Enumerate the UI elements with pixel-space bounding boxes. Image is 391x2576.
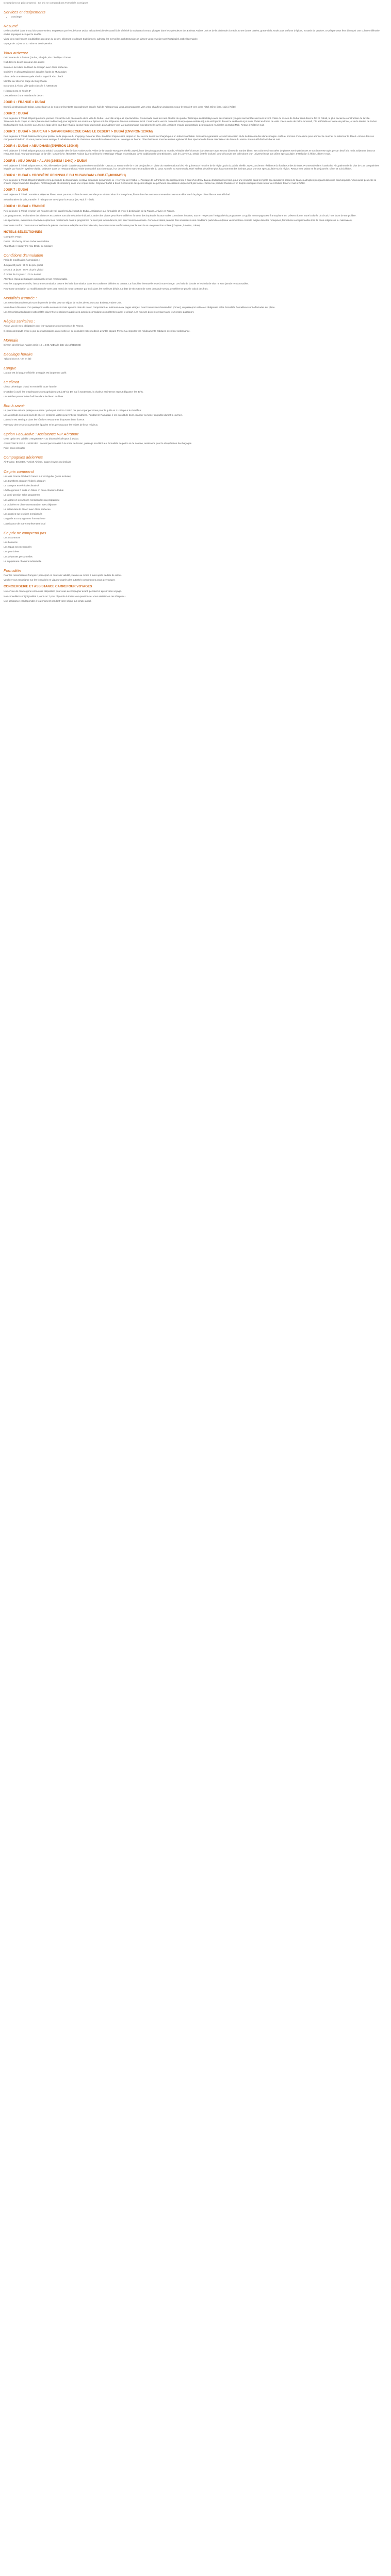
arrival-list — [4, 56, 380, 97]
day-text: Petit déjeuner à l'hôtel. Matinée libre pour profiter de la plage ou du shopping. Déjeuner libre. En début d'après-midi, départ en 4x4 vers le désert de Sharjah pour un safari inoubliable. Sensations garanties lors de l'ascension et de la descente des dunes rouges. Arrêt au sommet d'une dune pour admirer le coucher du soleil sur le désert. Arrivée dans un campement bédouin où vous pourrez vous essayer à la balade à dos de chameau, au sandboard ou encore au tatouage au henné. Dîner barbecue sous les étoiles agrémenté d'un spectacle de danse orientale et de danse du ventre. Retour à l'hôtel à Dubaï et nuit. — [4, 134, 374, 141]
product-description — [0, 0, 384, 609]
day-text: Envol à destination de Dubaï. Accueil par un de nos représentants francophones dans le hall de l'aéroport qui vous accompagnera vers votre chauffeur anglophone pour le transfert vers votre hôtel. Dîner libre. Nuit à l'hôtel. — [4, 106, 236, 109]
service-item: • Concierge — [11, 15, 380, 19]
conciergerie-paragraph: Une assistance est disponible à tout moment pendant votre séjour sur simple appel. — [4, 599, 92, 602]
hotel-line: Catégorie 4*sup : — [4, 235, 22, 238]
conciergerie-paragraph: Un service de conciergerie est à votre disposition pour vous accompagner avant, pendant et après votre voyage. — [4, 590, 122, 593]
conciergerie-heading: CONCIERGERIE ET ASSISTANCE CARREFOUR VOYAGES — [4, 585, 92, 589]
annulation-line: Attention, l'ajout de bagages optionnel est non remboursable. — [4, 278, 68, 281]
prix-comprend-item: Les visites et excursions mentionnées au programme — [4, 498, 60, 501]
day-heading: JOUR 3 : DUBAÏ > SHARJAH > SAFARI BARBECUE DANS LE DESERT > DUBAÏ (ENVIRON 120KM) — [4, 129, 153, 133]
prix-comprend-item: L'assistance de notre représentant local — [4, 522, 46, 525]
prix-ne-comprend-pas-item: Les assurances — [4, 536, 21, 539]
option-paragraph: Prix : nous consulter — [4, 447, 25, 450]
arrival-item: Croisière en dhow traditionnel dans les fjords de Musandam — [4, 70, 67, 73]
hotel-line: Dubaï : Al Khoory Atrium Dubaï ou similaire — [4, 240, 50, 243]
general-paragraph: Pour votre confort, nous vous conseillons de prévoir une tenue adaptée aux lieux de culte, des chaussures confortables pour la marche et une protection solaire (chapeau, lunettes, crème). — [4, 224, 201, 227]
day-heading: JOUR 8 : DUBAÏ > FRANCE — [4, 204, 45, 208]
day-text: Petit déjeuner à l'hôtel. Départ matinal vers la péninsule du Musandam, enclave omanaise surnommée la « Norvège de l'Arabie ». Passage de la frontière et embarquement à bord d'un dhow, bateau traditionnel en bois, pour une croisière dans les fjords spectaculaires bordés de falaises abruptes plongeant dans une eau turquoise. Vous aurez peut-être la chance d'apercevoir des dauphins. Arrêt baignade et snorkeling dans une crique isolée. Déjeuner buffet à bord. Découverte des petits villages de pêcheurs accessibles uniquement par la mer. Retour au port de Khasab en fin d'après-midi puis route retour vers Dubaï. Dîner et nuit à l'hôtel. — [4, 179, 376, 185]
decalage-heading: Décalage horaire — [4, 351, 33, 357]
prix-comprend-item: Les vols France / Dubaï / France sur vol régulier (taxes incluses) — [4, 474, 72, 478]
formalites-paragraph: Pour les ressortissants français : passeport en cours de validité, valable au moins 6 mois après la date de retour. — [4, 574, 122, 577]
bon-a-savoir-paragraph: L'alcool n'est servi que dans les hôtels et restaurants disposant d'une licence. — [4, 418, 85, 421]
hotels-heading: HÔTELS SÉLECTIONNÉS — [4, 230, 42, 234]
modalites-paragraph: Les ressortissants d'autres nationalités doivent se renseigner auprès des autorités consulaires compétentes avant le départ. Les mineurs doivent voyager avec leur propre passeport. — [4, 311, 194, 314]
option-heading: Option Facultative : Assistance VIP Aéroport — [4, 431, 79, 436]
arrival-item: Nuit dans le désert au cœur des dunes — [4, 61, 45, 64]
prix-ne-comprend-pas-item: Les boissons — [4, 541, 18, 544]
services-heading: Services et équipements — [4, 10, 45, 15]
option-paragraph: ASSISTANCE VIP À L'ARRIVÉE : accueil personnalisé à la sortie de l'avion, passage accéléré aux formalités de police et de douane, assistance pour la récupération des bagages. — [4, 442, 192, 445]
annulation-line: Jusqu'à 30 jours : 50 % du prix global — [4, 263, 43, 266]
bon-a-savoir-paragraph: Le pourboire est une pratique courante : prévoyez environ 3 USD par jour et par personne pour le guide et 2 USD pour le chauffeur. — [4, 409, 142, 412]
regles-paragraph: Aucun vaccin n'est obligatoire pour les voyageurs en provenance de France. — [4, 325, 84, 328]
compagnies-text: Air France, Emirates, Turkish Airlines, Qatar Airways ou similaire — [4, 461, 71, 464]
prix-comprend-item: Le safari dans le désert avec dîner barbecue — [4, 508, 51, 511]
prix-comprend-item: La demi-pension selon programme — [4, 494, 40, 497]
general-paragraph: Les spectacles, excursions et activités optionnels mentionnés dans le programme ne sont pas inclus dans le prix, sauf mention contraire. Certaines visites peuvent être soumises à des conditions particulières (tenue vestimentaire correcte exigée dans les mosquées, fermetures exceptionnelles lors de fêtes religieuses ou nationales). — [4, 219, 352, 222]
prix-comprend-item: Un guide accompagnateur francophone — [4, 517, 45, 520]
modalites-paragraph: Vous devez être muni d'un passeport valide au moins 6 mois après la date de retour, comportant au minimum deux pages vierges. Pour l'excursion à Musandam (Oman), un passeport valide est obligatoire et les formalités frontalières sont effectuées sur place. — [4, 306, 275, 309]
day-heading: JOUR 7 : DUBAÏ — [4, 188, 28, 192]
decalage-text: +3h en hiver et +2h en été — [4, 357, 31, 360]
prix-ne-comprend-pas-item: Les dépenses personnelles — [4, 555, 32, 558]
modalites-paragraph: Les ressortissants français sont dispensés de visa pour un séjour de moins de 90 jours aux Émirats Arabes Unis. — [4, 301, 122, 304]
prix-comprend-item: Les transferts aéroport / hôtel / aéroport — [4, 479, 45, 482]
prix-ne-comprend-pas-heading: Ce prix ne comprend pas — [4, 530, 46, 535]
climat-paragraph: Climat désertique chaud et ensoleillé toute l'année. — [4, 385, 57, 388]
services-list — [4, 15, 380, 19]
day-heading: JOUR 5 : ABU DHABI > AL AIN (160KM / 1H40) > DUBAÏ — [4, 159, 87, 163]
day-text: Petit déjeuner à l'hôtel. Départ vers Al Ain, ville-oasis et jardin classée au patrimoine mondial de l'UNESCO, surnommée la « cité des jardins ». Visite du musée national d'Al Ain qui retrace l'histoire de la région, puis du palais Sheikh Zayed, ancienne résidence du fondateur des Émirats. Promenade dans l'oasis d'Al Ain, palmeraie de plus de 147 000 palmiers irrigués par l'ancien système d'aflaj. Déjeuner dans un restaurant local. Visite du marché aux chameaux, l'un des derniers marchés traditionnels du pays. Montée au sommet du Jebel Hafeet, deuxième plus haut sommet des Émirats, pour une vue spectaculaire sur la région. Retour vers Dubaï en fin de journée. Dîner et nuit à l'hôtel. — [4, 164, 380, 170]
prix-comprend-item: Le transport en véhicule climatisé — [4, 484, 39, 487]
arrival-item: Montée au 124ème étage du Burj Khalifa — [4, 80, 47, 83]
day-heading: JOUR 2 : DUBAÏ — [4, 112, 28, 116]
prix-comprend-item: Les entrées sur les sites mentionnés — [4, 513, 42, 516]
prix-comprend-heading: Ce prix comprend — [4, 469, 34, 474]
day-note: Selon horaires de vols, transfert à l'aéroport et envol pour la France (SO Nuit à l'hôtel). — [4, 198, 94, 201]
arrival-item: Découverte de 3 émirats (Dubaï, Sharjah, Abu Dhabi) et d'Oman — [4, 56, 72, 59]
monnaie-text: Dirham des Émirats Arabes Unis (1€ = 4,00 AED à la date du 16/01/2025) — [4, 343, 82, 346]
arrival-item: Visite de la Grande Mosquée Sheikh Zayed à Abu Dhabi — [4, 75, 63, 78]
prix-comprend-list — [4, 475, 380, 526]
bon-a-savoir-heading: Bon à savoir — [4, 403, 25, 408]
annulation-paragraph: Pour les voyages réservés, l'assurance annulation couvre les frais d'annulation dans les conditions définies au contrat. La franchise éventuelle reste à votre charge. Les frais de dossier et les frais de visa ne sont jamais remboursables. — [4, 282, 249, 285]
prix-ne-comprend-pas-item: Les repas non mentionnés — [4, 546, 32, 549]
itinerary — [4, 100, 380, 213]
arrival-item: L'expérience d'une nuit dans le désert — [4, 94, 44, 97]
arrival-item: Safari en 4x4 dans le désert de Sharjah avec dîner barbecue — [4, 65, 68, 69]
day-heading: JOUR 4 : DUBAÏ > ABU DHABI (ENVIRON 150KM) — [4, 144, 78, 148]
annulation-line: De 30 à 15 jours : 65 % du prix global — [4, 268, 43, 271]
arrival-heading: Vous arriverez — [4, 50, 28, 56]
day-text: Petit déjeuner à l'hôtel et selon vos horaires de vol, transfert à l'aéroport de Dubaï. Assistance aux formalités et envol à destination de la France. Arrivée en France. — [4, 209, 175, 212]
day-heading: JOUR 6 : DUBAÏ > CROISIÈRE PENINSULE DU MUSANDAM > DUBAÏ (400KM/5H) — [4, 174, 126, 178]
bon-a-savoir-paragraph: Les vendredis sont des jours de prière : certaines visites peuvent être modifiées. Pendant le Ramadan, il est interdit de boire, manger ou fumer en public durant la journée. — [4, 414, 183, 417]
day-text: Petit déjeuner à l'hôtel. Journée et déjeuner libres. Vous pourrez profiter de cette journée pour visiter Dubaï à votre rythme, flâner dans les centres commerciaux ou vous détendre à la plage. Dîner libre et nuit à l'hôtel. — [4, 193, 231, 196]
prix-comprend-item: L'hébergement 7 nuits en hôtels 4* base chambre double — [4, 489, 64, 492]
description-header: Descriptions Ce prix comprend : Ce prix ne comprend pas Formalités Consignes — [4, 2, 88, 4]
hotel-line: Abu Dhabi : Holiday Inn Abu Dhabi ou similaire — [4, 245, 53, 248]
annulation-line: À moins de 15 jours : 100 % du tarif — [4, 273, 41, 276]
formalites-paragraph: Veuillez vous renseigner sur les formalités en vigueur auprès des autorités compétentes avant de voyager. — [4, 579, 116, 582]
day-text: Petit déjeuner à l'hôtel. Départ pour Abu Dhabi, la capitale des Émirats Arabes Unis. Visite de la Grande Mosquée Sheikh Zayed, l'une des plus grandes au monde, véritable chef-d'œuvre d'architecture avec ses 82 dômes de marbre blanc, ses colonnes incrustées de pierres semi-précieuses et son immense tapis persan tissé à la main. Déjeuner dans un restaurant local. Tour panoramique de la ville : la Corniche, l'Emirates Palace (vue extérieure), le Heritage Village reconstituant la vie traditionnelle des Bédouins, puis le Louvre Abu Dhabi (entrée incluse) pour découvrir ses collections d'art universel sous son dôme spectaculaire. Installation à l'hôtel, dîner et nuit. — [4, 149, 376, 156]
compagnies-heading: Compagnies aériennes — [4, 455, 43, 460]
monnaie-heading: Monnaie — [4, 337, 19, 343]
prix-ne-comprend-pas-item: Les pourboires — [4, 550, 20, 553]
annulation-heading: Conditions d'annulation — [4, 253, 43, 258]
arrival-item: Hébergement en hôtels 4* — [4, 89, 31, 92]
bon-a-savoir-paragraph: Prévoyez des tenues couvrant les épaules et les genoux pour les visites de lieux religieux. — [4, 423, 99, 426]
resume-paragraph: Vivez des expériences inoubliables au cœur du désert, sillonnez les dhows traditionnels, admirez les merveilles architecturales et laissez-vous envoûter par l'hospitalité arabe légendaire. — [4, 37, 199, 40]
resume-paragraph: Voyage de 11 jours / 10 nuits en demi-pension. — [4, 42, 53, 45]
langue-text: L'arabe est la langue officielle. L'anglais est largement parlé. — [4, 371, 67, 375]
resume-heading: Résumé — [4, 24, 18, 29]
day-text: Petit déjeuner à l'hôtel. Départ pour une journée consacrée à la découverte de la ville de Dubaï. Une ville unique et spectaculaire. Promenade dans les rues étroites du quartier historique de Bastakiya avec ses maisons typiques surmontées de tours à vent. Visite du musée de Dubaï situé dans le fort Al Fahidi, la plus ancienne construction de la ville. Traversée de la crique en abra (bateau-taxi traditionnel) pour rejoindre les souks aux épices et à l'or. Déjeuner dans un restaurant local. Continuation vers la Jumeirah Mosque (vue extérieure) puis arrêt photo devant le célèbre Burj Al Arab, l'hôtel en forme de voile. Découverte de Palm Jumeirah, l'île artificielle en forme de palmier, et de la Marina de Dubaï. En fin d'après-midi, montée au 124ème étage de la tour Burj Khalifa, la plus haute du monde, pour admirer une vue panoramique exceptionnelle sur la ville. Assistez ensuite au spectacle des fontaines musicales du Dubai Mall. Retour à l'hôtel et nuit. — [4, 117, 378, 126]
climat-paragraph: Les soirées peuvent être fraîches dans le désert en hiver. — [4, 395, 64, 398]
formalites-heading: Formalités — [4, 568, 22, 573]
arrival-item: Excursion à Al Ain, ville-jardin classée à l'UNESCO — [4, 84, 57, 88]
regles-heading: Règles sanitaires : — [4, 319, 35, 324]
climat-paragraph: D'octobre à avril, les températures sont agréables (20 à 30°C). De mai à septembre, la chaleur est intense et peut dépasser les 40°C. — [4, 390, 144, 393]
prix-ne-comprend-pas-item: Le supplément chambre individuelle — [4, 560, 42, 563]
day-heading: JOUR 1 : FRANCE > DUBAÏ — [4, 100, 45, 105]
option-paragraph: Cette option est valable UNIQUEMENT au départ de l'aéroport à Dubaï. — [4, 437, 79, 440]
prix-comprend-item: La croisière en dhow au Musandam avec déjeuner — [4, 503, 57, 506]
langue-heading: Langue — [4, 366, 17, 371]
resume-paragraph: De l'exclusivité dans le Sud du Moyen-Orient, en passant par l'exubérante Dubaï et l'authenticité de Masafi à la sérénité du Sultanat d'Oman, plongez dans les splendeurs des Émirats Arabes Unis et de la péninsule d'Arabie. Entre dunes dorées, gratte-ciels, souks aux parfums d'épices, et oasis de verdure, ce périple vous fera découvrir une culture millénaire et des paysages à couper le souffle. — [4, 29, 380, 36]
annulation-line: Frais de modification / annulation : — [4, 259, 40, 262]
climat-heading: Le climat — [4, 380, 19, 385]
modalites-heading: Modalités d'entrée : — [4, 295, 37, 300]
conciergerie-paragraph: Nos conseillers sont joignables 7 jours sur 7 pour répondre à toutes vos questions et vous assister en cas d'imprévu. — [4, 595, 126, 598]
regles-paragraph: Il est recommandé d'être à jour des vaccinations universelles et de consulter votre médecin avant le départ. Pensez à emporter vos médicaments habituels avec leur ordonnance. — [4, 329, 190, 332]
general-paragraph: Les programmes, les horaires des visites et excursions sont donnés à titre indicatif. L'ordre des visites peut être modifié en fonction des impératifs locaux et des contraintes horaires, tout en respectant l'intégralité du programme. Le guide accompagnateur francophone est présent durant toute la durée du circuit, hors jours de temps libre. — [4, 214, 356, 217]
prix-ne-comprend-pas-list — [4, 536, 380, 563]
annulation-paragraph: Pour toute annulation ou modification de votre part, merci de nous contacter par écrit dans les meilleurs délais. La date de réception de votre demande servira de référence pour le calcul des frais. — [4, 287, 208, 290]
